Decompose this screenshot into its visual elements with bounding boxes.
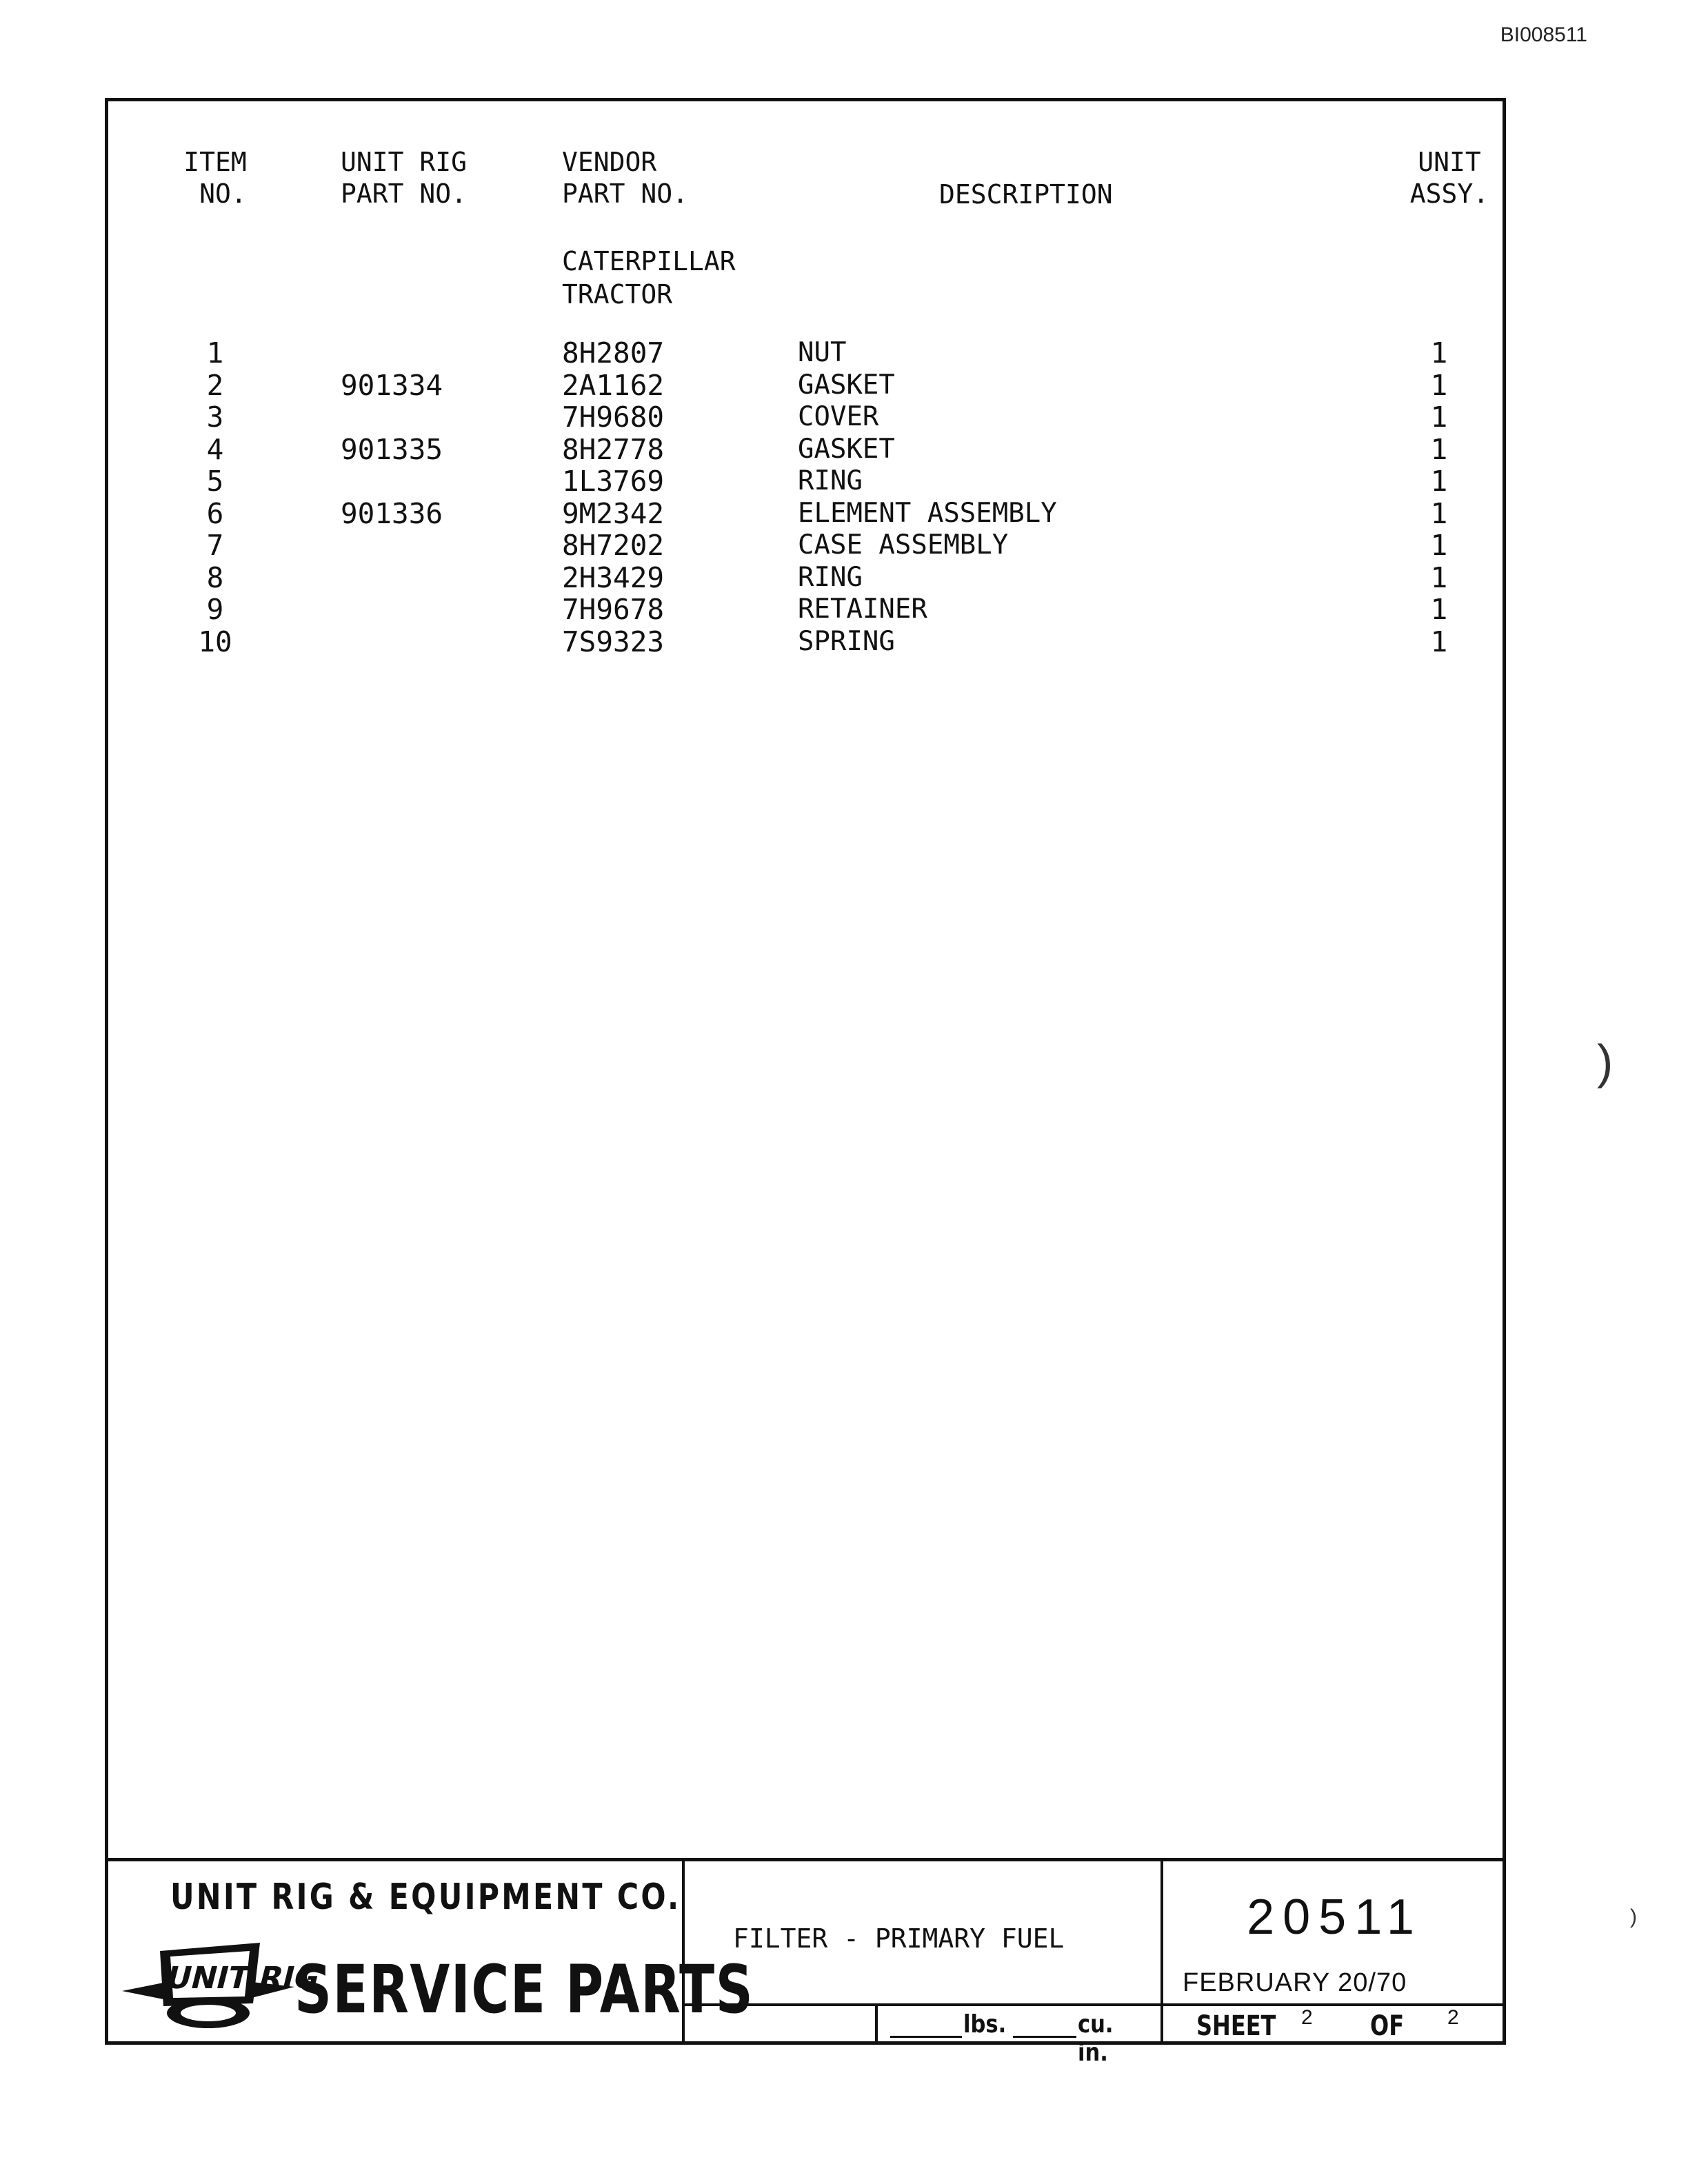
unit-assy-qty: 1 xyxy=(1430,560,1448,594)
part-number: 20511 xyxy=(1247,1890,1423,1945)
unit-rig-part-no: 901334 xyxy=(341,368,443,402)
description: RETAINER xyxy=(798,594,927,625)
sheet-number: 2 xyxy=(1301,2006,1313,2029)
header-description: DESCRIPTION xyxy=(939,179,1113,210)
item-no: 6 xyxy=(206,496,224,530)
vendor-part-no: 8H7202 xyxy=(562,529,665,562)
table-row xyxy=(108,465,1503,498)
vendor-part-no: 2A1162 xyxy=(562,368,665,402)
company-name: UNIT RIG & EQUIPMENT CO. xyxy=(170,1877,681,1918)
table-row xyxy=(108,370,1503,402)
parts-table xyxy=(108,337,1503,658)
item-no: 8 xyxy=(206,560,224,594)
unit-assy-qty: 1 xyxy=(1430,432,1448,466)
item-no: 4 xyxy=(206,432,224,466)
table-row xyxy=(108,401,1503,434)
sheet-cell xyxy=(1163,2006,1506,2045)
vendor-part-no: 8H2778 xyxy=(562,432,665,466)
part-title: FILTER - PRIMARY FUEL xyxy=(733,1923,1065,1954)
vendor-name-line: CATERPILLAR xyxy=(562,246,736,276)
vendor-part-no: 1L3769 xyxy=(562,465,665,498)
table-row xyxy=(108,594,1503,626)
unit-assy-qty: 1 xyxy=(1430,465,1448,498)
description: RING xyxy=(798,465,863,496)
vendor-part-no: 9M2342 xyxy=(562,496,665,530)
margin-mark: ) xyxy=(1597,1035,1614,1089)
item-no: 2 xyxy=(206,368,224,402)
service-parts-label: SERVICE PARTS xyxy=(294,1951,754,2028)
weight-volume-cell xyxy=(878,2006,1163,2067)
sheet-total: 2 xyxy=(1447,2006,1459,2029)
unit-assy-qty: 1 xyxy=(1430,401,1448,434)
description: GASKET xyxy=(798,369,895,401)
unit-assy-qty: 1 xyxy=(1430,593,1448,626)
title-block xyxy=(108,1858,1503,2067)
part-number-cell xyxy=(1163,1861,1506,2006)
unit-assy-qty: 1 xyxy=(1430,625,1448,658)
sheet-label: SHEET xyxy=(1196,2010,1276,2042)
header-item-no: ITEM NO. xyxy=(183,147,247,209)
item-no: 5 xyxy=(206,465,224,498)
title-block-footer xyxy=(685,2003,1506,2067)
vendor-part-no: 7H9680 xyxy=(562,401,665,434)
table-row xyxy=(108,626,1503,658)
unit-assy-qty: 1 xyxy=(1430,496,1448,530)
volume-blank-line xyxy=(1013,2036,1076,2038)
unit-assy-qty: 1 xyxy=(1430,336,1448,370)
svg-text:UNIT RIG: UNIT RIG xyxy=(162,1960,324,1996)
description: SPRING xyxy=(798,625,895,657)
unit-rig-logo-icon xyxy=(122,1937,324,2036)
margin-mark: ) xyxy=(1630,1905,1637,1928)
header-unit-rig-part-no: UNIT RIG PART NO. xyxy=(341,147,468,209)
table-row xyxy=(108,434,1503,466)
unit-assy-qty: 1 xyxy=(1430,529,1448,562)
description: NUT xyxy=(798,337,847,368)
table-row xyxy=(108,498,1503,530)
vendor-part-no: 7H9678 xyxy=(562,593,665,626)
title-cell xyxy=(685,1861,1163,2006)
parts-list-sheet xyxy=(105,98,1506,2067)
unit-rig-part-no: 901336 xyxy=(341,496,443,530)
description: ELEMENT ASSEMBLY xyxy=(798,497,1057,529)
unit-assy-qty: 1 xyxy=(1430,368,1448,402)
table-row xyxy=(108,337,1503,370)
weight-blank-line xyxy=(890,2036,962,2038)
vendor-part-no: 7S9323 xyxy=(562,625,665,658)
vendor-name-line: TRACTOR xyxy=(562,279,673,310)
vendor-part-no: 8H2807 xyxy=(562,336,665,370)
blank-cell xyxy=(685,2006,878,2045)
table-row xyxy=(108,529,1503,562)
issue-date: FEBRUARY 20/70 xyxy=(1183,1968,1407,1997)
description: RING xyxy=(798,561,863,593)
description: GASKET xyxy=(798,433,895,465)
item-no: 10 xyxy=(198,625,232,658)
company-logo-block xyxy=(108,1861,754,2045)
table-row xyxy=(108,562,1503,594)
item-no: 3 xyxy=(206,401,224,434)
document-id: BI008511 xyxy=(1500,23,1587,46)
vendor-name xyxy=(562,245,736,311)
description: COVER xyxy=(798,401,879,432)
description: CASE ASSEMBLY xyxy=(798,529,1009,560)
volume-unit-label: cu. in. xyxy=(1078,2010,1114,2067)
header-unit-assy: UNIT ASSY. xyxy=(1409,147,1489,209)
header-vendor-part-no: VENDOR PART NO. xyxy=(562,147,689,209)
of-label: OF xyxy=(1370,2010,1405,2042)
item-no: 1 xyxy=(206,336,224,370)
item-no: 7 xyxy=(206,529,224,562)
weight-unit-label: lbs. xyxy=(963,2010,1007,2039)
vendor-part-no: 2H3429 xyxy=(562,560,665,594)
item-no: 9 xyxy=(206,593,224,626)
unit-rig-part-no: 901335 xyxy=(341,432,443,466)
